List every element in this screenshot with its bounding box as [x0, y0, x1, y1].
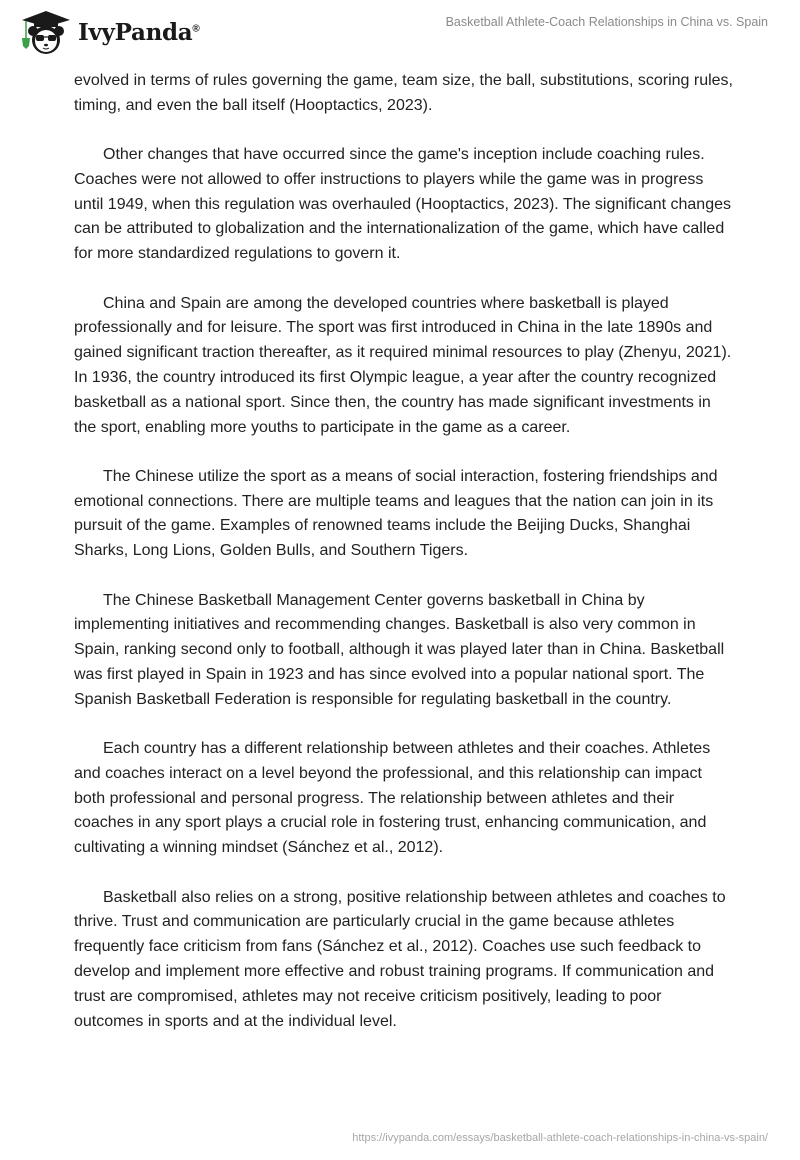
- logo-text: IvyPanda®: [78, 18, 200, 46]
- paragraph: The Chinese Basketball Management Center governs basketball in China by implementing initiatives and recommending changes. Basketball is also very common in Spain, ranking second only to football, although it was played later than in China. Basketball was first played in Spain in 1923 and has since evolved into a popular national sport. The Spanish Basketball Federation is responsible for regulating basketball in the country.: [74, 591, 725, 708]
- essay-body: [74, 69, 734, 1059]
- page-header: [0, 0, 800, 62]
- panda-graduate-icon: [16, 8, 74, 56]
- document-title: Basketball Athlete-Coach Relationships in China vs. Spain: [445, 15, 768, 29]
- paragraph: Basketball also relies on a strong, positive relationship between athletes and coaches to thrive. Trust and communication are particularly crucial in the game because athletes frequently face criticism from fans (Sánchez et al., 2012). Coaches use such feedback to develop and implement more effective and robust training programs. If communication and trust are compromised, athletes may not receive criticism positively, leading to poor outcomes in sports and at the individual level.: [74, 888, 726, 1030]
- paragraph: China and Spain are among the developed countries where basketball is played professionally and for leisure. The sport was first introduced in China in the late 1890s and gained significant traction thereafter, as it required minimal resources to play (Zhenyu, 2021). In 1936, the country introduced its first Olympic league, a year after the country recognized basketball as a national sport. Since then, the country has made significant investments in the sport, enabling more youths to participate in the game as a career.: [74, 294, 732, 436]
- paragraph: evolved in terms of rules governing the game, team size, the ball, substitutions, scoring rules, timing, and even the ball itself (Hooptactics, 2023).: [74, 72, 733, 114]
- ivypanda-logo[interactable]: [16, 8, 199, 56]
- paragraph: Each country has a different relationship between athletes and their coaches. Athletes and coaches interact on a level beyond the professional, and this relationship can impact both professional and personal progress. The relationship between athletes and their coaches in any sport plays a crucial role in fostering trust, enhancing communication, and cultivating a winning mindset (Sánchez et al., 2012).: [74, 740, 711, 857]
- paragraph: The Chinese utilize the sport as a means of social interaction, fostering friendships and emotional connections. There are multiple teams and leagues that the nation can join in its pursuit of the game. Examples of renowned teams include the Beijing Ducks, Shanghai Sharks, Long Lions, Golden Bulls, and Southern Tigers.: [74, 467, 718, 560]
- paragraph: Other changes that have occurred since the game's inception include coaching rules. Coaches were not allowed to offer instructions to players while the game was in progress until 1949, when this regulation was overhauled (Hooptactics, 2023). The significant changes can be attributed to globalization and the internationalization of the game, which have called for more standardized regulations to govern it.: [74, 146, 731, 263]
- source-url-link[interactable]: https://ivypanda.com/essays/basketball-athlete-coach-relationships-in-china-vs-spain/: [352, 1132, 768, 1144]
